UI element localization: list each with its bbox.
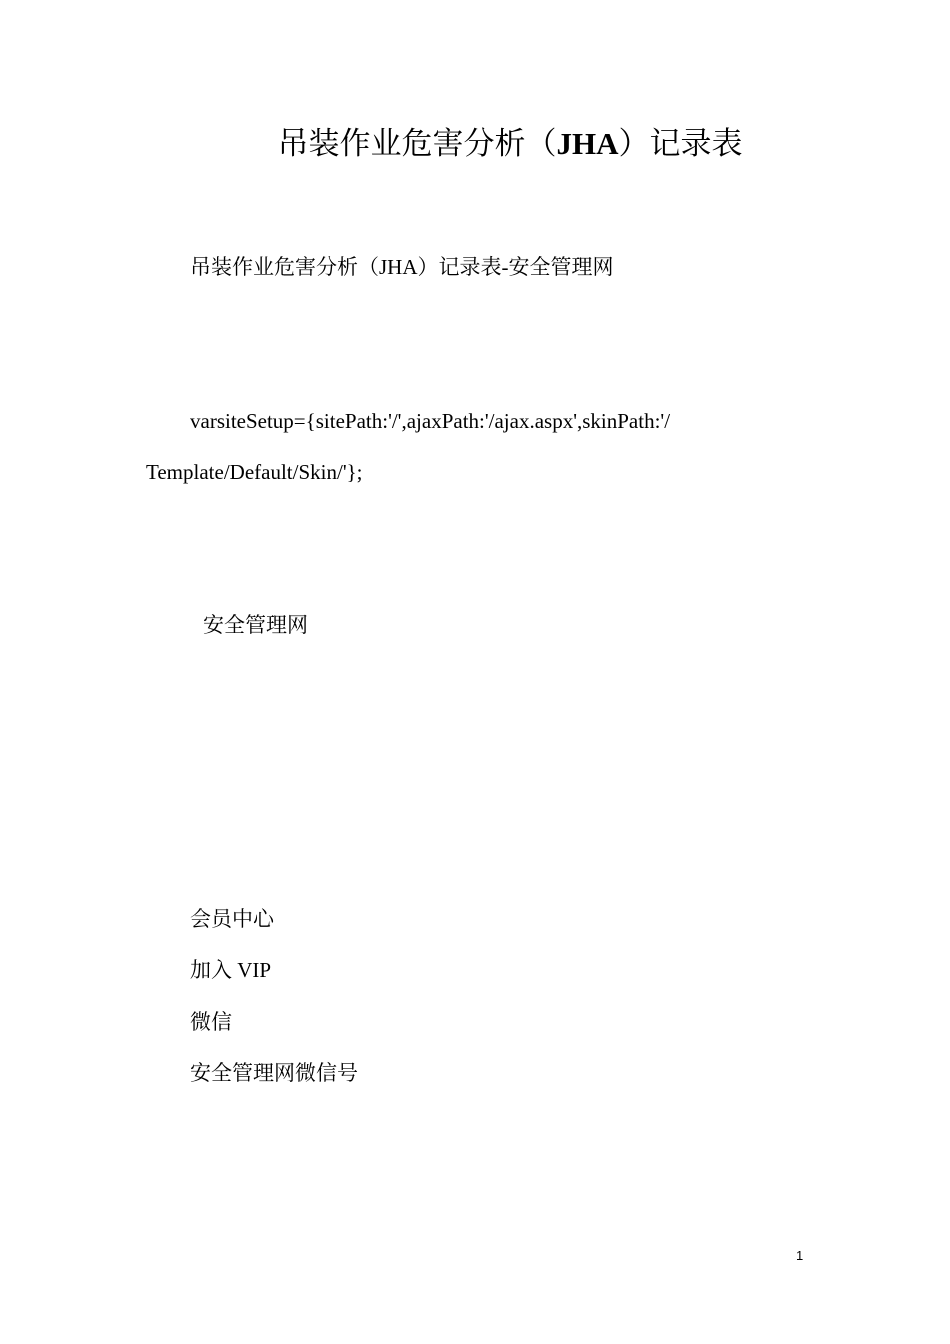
document-subtitle: 吊装作业危害分析（JHA）记录表-安全管理网 <box>190 255 614 279</box>
document-title <box>0 122 950 166</box>
link-member-center: 会员中心 <box>190 907 274 931</box>
site-name: 安全管理网 <box>203 613 308 637</box>
link-join-vip: 加入 VIP <box>190 958 272 982</box>
code-line-2: Template/Default/Skin/'}; <box>146 460 363 484</box>
title-prefix: 吊装作业危害分析（ <box>277 126 557 161</box>
title-acronym: JHA <box>556 126 619 161</box>
link-wechat-account: 安全管理网微信号 <box>190 1061 358 1085</box>
link-wechat: 微信 <box>190 1010 232 1034</box>
title-suffix: ）记录表 <box>618 126 743 161</box>
code-line-1: varsiteSetup={sitePath:'/',ajaxPath:'/ajax.aspx',skinPath:'/ <box>190 409 671 433</box>
page-number: 1 <box>796 1248 804 1263</box>
